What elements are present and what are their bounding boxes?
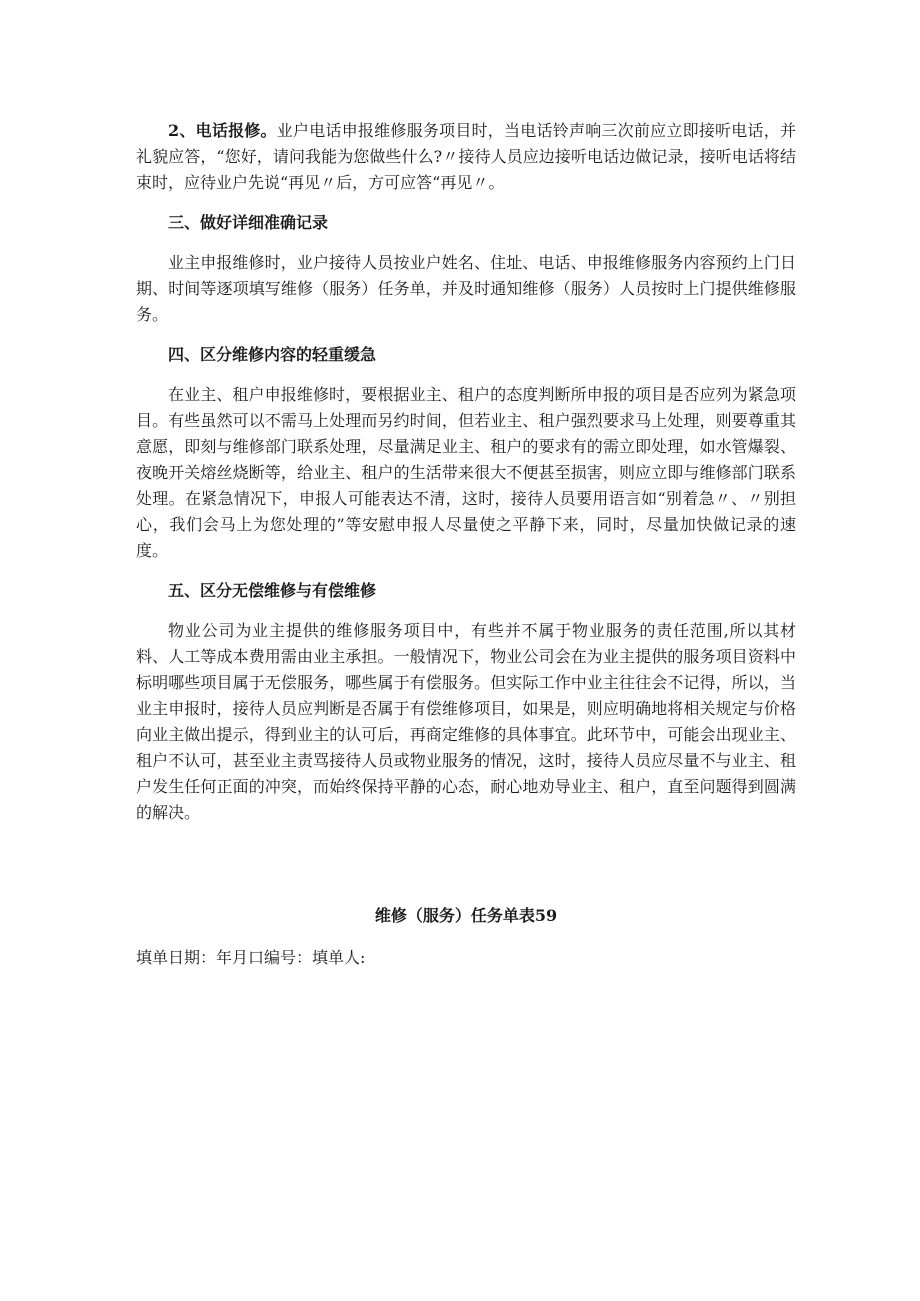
table-title: 维修（服务）任务单表59 — [374, 906, 558, 925]
section-2-paragraph — [136, 118, 796, 196]
section-3-heading: 三、做好详细准确记录 — [168, 213, 329, 232]
form-meta-line: 填单日期：年月口编号：填单人: — [136, 948, 366, 967]
document-body — [136, 118, 796, 826]
section-5-heading: 五、区分无偿维修与有偿维修 — [168, 581, 377, 600]
section-3-paragraph: 业主申报维修时，业户接待人员按业户姓名、住址、电话、申报维修服务内容预约上门日期、时间等逐项填写维修（服务）任务单，并及时通知维修（服务）人员按时上门提供维修服务。 — [136, 253, 796, 324]
section-4-heading: 四、区分维修内容的轻重缓急 — [168, 345, 377, 364]
section-4-paragraph: 在业主、租户申报维修时，要根据业主、租户的态度判断所申报的项目是否应列为紧急项目。有些虽然可以不需马上处理而另约时间，但若业主、租户强烈要求马上处理，则要尊重其意愿，即刻与维修部门联系处理，尽量满足业主、租户的要求有的需立即处理，如水管爆裂、夜晚开关熔丝烧断等，给业主、租户的生活带来很大不便甚至损害，则应立即与维修部门联系处理。在紧急情况下，申报人可能表达不清，这时，接待人员要用语言如“别着急〃、〃别担心，我们会马上为您处理的”等安慰申报人尽量使之平静下来，同时，尽量加快做记录的速度。 — [136, 385, 796, 560]
section-2-lead: 2、电话报修。 — [168, 121, 277, 140]
section-2-body: 业户电话申报维修服务项目时，当电话铃声响三次前应立即接听电话，并礼貌应答，“您好，请问我能为您做些什么?〃接待人员应边接听电话边做记录，接听电话将结束时，应待业户先说“再见〃后，方可应答“再见〃。 — [136, 121, 796, 192]
section-5-paragraph: 物业公司为业主提供的维修服务项目中，有些并不属于物业服务的责任范围,所以其材料、人工等成本费用需由业主承担。一般情况下，物业公司会在为业主提供的服务项目资料中标明哪些项目属于无偿服务，哪些属于有偿服务。但实际工作中业主往往会不记得，所以，当业主申报时，接待人员应判断是否属于有偿维修项目，如果是，则应明确地将相关规定与价格向业主做出提示，得到业主的认可后，再商定维修的具体事宜。此环节中，可能会出现业主、租户不认可，甚至业主责骂接待人员或物业服务的情况，这时，接待人员应尽量不与业主、租户发生任何正面的冲突，而始终保持平静的心态，耐心地劝导业主、租户，直至问题得到圆满的解决。 — [136, 621, 796, 822]
